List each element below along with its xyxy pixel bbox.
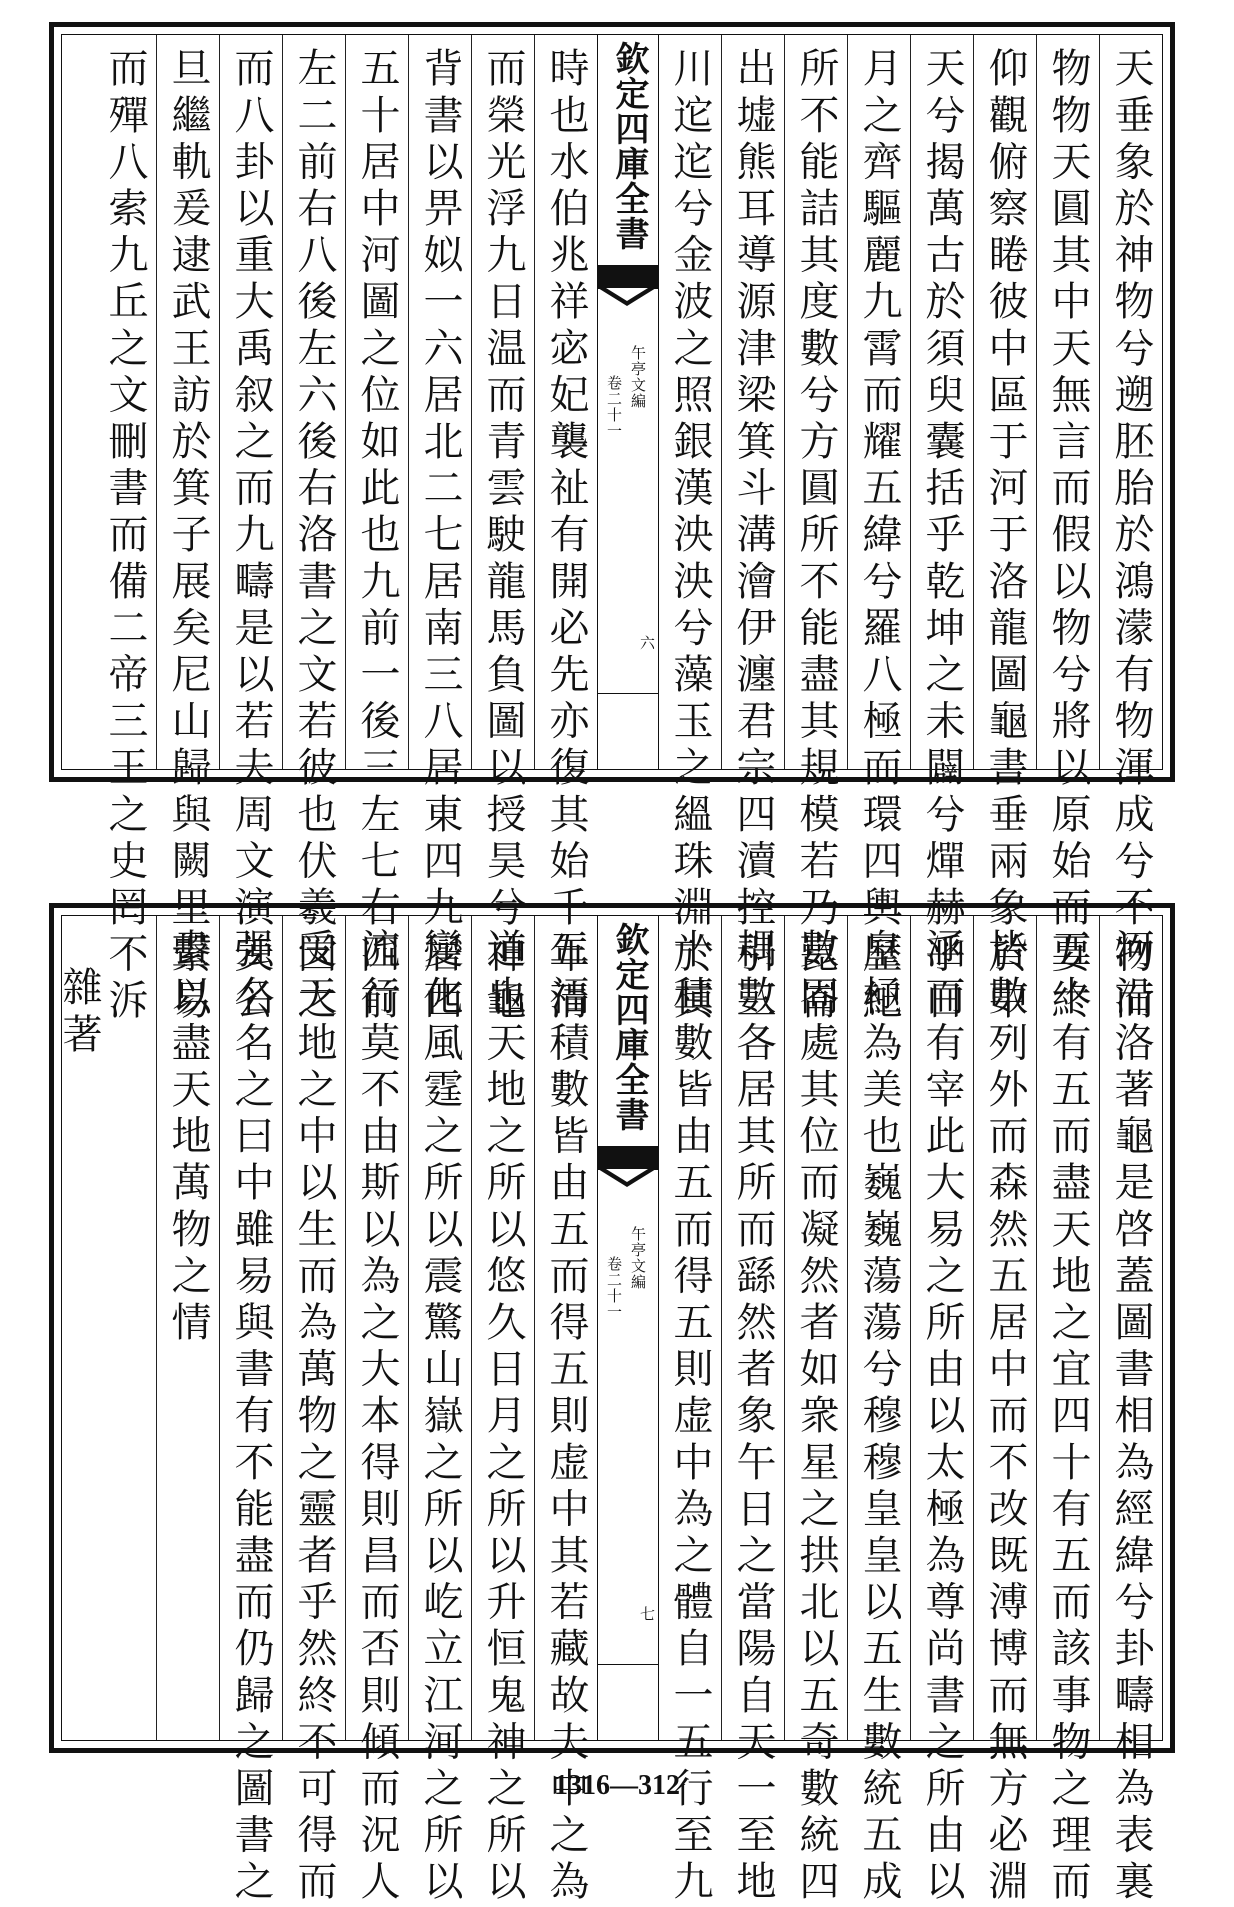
text-column: 旦繼軌爰逮武王訪於箕子展矣尼山歸與闕里繫易 [165, 47, 211, 1026]
text-column: 耦數各居其所而繇然者象午日之當陽自天一至地 [730, 928, 776, 1907]
text-column: 受天地之中以生而為萬物之靈者乎然終不可得而 [291, 928, 337, 1907]
library-title: 欽定四庫全書 [609, 41, 649, 251]
text-column: 而八卦以重大禹叙之而九疇是以若夫周文演羑公 [228, 47, 274, 1026]
text-column: 强名名之曰中雖易與書有不能盡而仍歸之圖書之 [228, 928, 274, 1907]
text-column: 皇極為美也巍巍蕩蕩兮穆穆皇皇以五生數統五成 [856, 928, 902, 1907]
fishtail-mark [598, 265, 658, 289]
text-column: 仰觀俯察睠彼中區于河于洛龍圖龜書垂兩象於中 [982, 47, 1028, 1026]
text-column: 變化風霆之所以震驚山嶽之所以屹立江河之所以 [417, 928, 463, 1907]
text-column: 月之齊驅麗九霄而耀五緯兮羅八極而環四輿歷紀 [856, 47, 902, 1026]
fishtail-mark [598, 1146, 658, 1170]
text-column: 左二前右八後左六後右洛書之文若彼也伏羲因之 [291, 47, 337, 1026]
text-column: 河沿洛著龜是啓蓋圖書相為經緯兮卦疇相為表裏 [1108, 928, 1154, 1907]
center-fold [597, 916, 659, 1740]
page-footer-number: 1316—312 [554, 1770, 680, 1801]
text-column: 出墟熊耳導源津梁箕斗溝澮伊瀍君宗四瀆控引三 [730, 47, 776, 1026]
text-column: 涵而有宰此大易之所由以太極為尊尚書之所由以 [919, 928, 965, 1907]
text-column: 天兮揭萬古於須臾囊括乎乾坤之未闢兮燀赫乎日 [919, 47, 965, 1026]
text-column: 而殫八索九丘之文刪書而備二帝三王之史罔不泝 [102, 47, 148, 1026]
text-column: 畫以盡天地萬物之情 [165, 928, 211, 1348]
text-column: 五福積數皆由五而得五則虚中其若藏故夫中之為 [543, 928, 589, 1907]
center-fold [597, 35, 659, 769]
center-book-title: 午亭文編 [629, 345, 647, 409]
fishtail-notch [598, 1169, 657, 1191]
text-column: 五十居中河圖之位如此也九前一後三左七右四前 [354, 47, 400, 1026]
center-juan: 卷二十一 [605, 1256, 623, 1320]
text-column: 道也天地之所以悠久日月之所以升恒鬼神之所以 [480, 928, 526, 1907]
text-column: 而榮光浮九日温而青雲駛龍馬負圖以授昊兮神龜 [480, 47, 526, 1026]
text-column: 物物天圓其中天無言而假以物兮將以原始而要終 [1045, 47, 1091, 1026]
text-column: 時也水伯兆祥宓妃襲祉有開必先亦復其始千年清 [543, 47, 589, 1026]
text-column: 五十有五而盡天地之宜四十有五而該事物之理而 [1045, 928, 1091, 1907]
center-page-number: 七 [638, 1606, 656, 1621]
section-heading: 雜著 [56, 966, 102, 1060]
text-column: 皆數列外而森然五居中而不改既溥博而無方必淵 [982, 928, 1028, 1907]
lower-fishtail [598, 693, 658, 704]
center-page-number: 六 [638, 635, 656, 650]
text-column: 川迱迱兮金波之照銀漢泱泱兮藻玉之縕珠淵於其 [667, 47, 713, 1026]
text-column: 流行莫不由斯以為之大本得則昌而否則傾而況人 [354, 928, 400, 1907]
text-column: 天垂象於神物兮遡胚胎於鴻濛有物渾成兮不物而 [1108, 47, 1154, 1026]
library-title: 欽定四庫全書 [609, 922, 649, 1132]
lower-fishtail [598, 1664, 658, 1675]
fishtail-notch [598, 288, 657, 310]
text-column: 十積數皆由五而得五則虚中為之體自一五行至九 [667, 928, 713, 1907]
center-juan: 卷二十一 [605, 375, 623, 439]
center-book-title: 午亭文編 [629, 1226, 647, 1290]
text-column: 背書以畀姒一六居北二七居南三八居東四九居西 [417, 47, 463, 1026]
text-column: 所不能詰其度數兮方圓所不能盡其規模若乃崑崙 [793, 47, 839, 1026]
text-column: 數同處其位而凝然者如衆星之拱北以五奇數統四 [793, 928, 839, 1907]
